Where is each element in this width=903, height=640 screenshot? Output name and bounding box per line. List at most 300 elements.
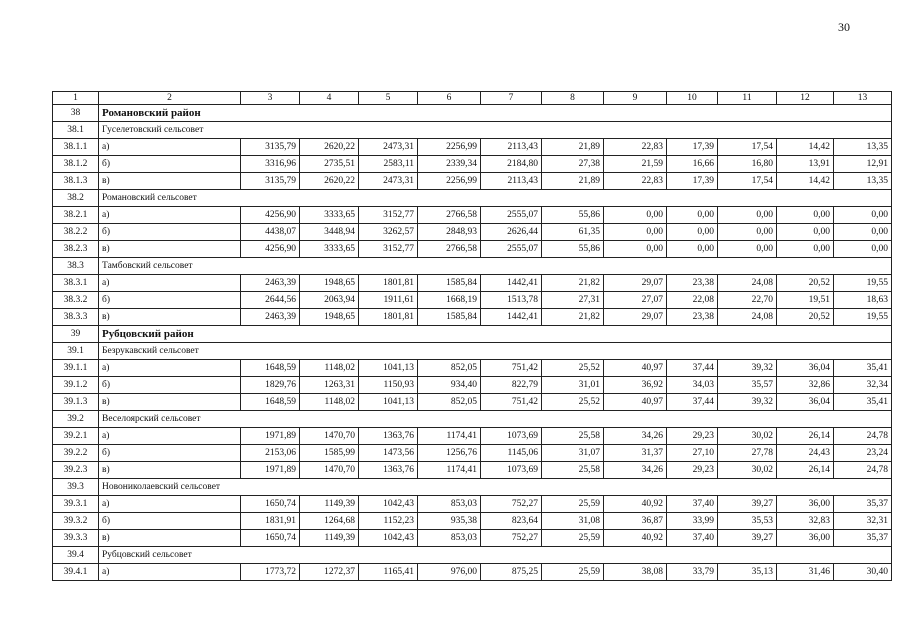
value-cell: 12,91 — [834, 156, 892, 173]
value-cell: 2620,22 — [300, 139, 359, 156]
variant-label: а) — [99, 428, 241, 445]
table-row — [53, 309, 892, 326]
value-cell: 1256,76 — [418, 445, 481, 462]
row-code: 39.3 — [53, 479, 99, 496]
value-cell: 33,99 — [667, 513, 718, 530]
value-cell: 25,59 — [542, 496, 604, 513]
value-cell: 751,42 — [481, 360, 542, 377]
row-code: 39.2.1 — [53, 428, 99, 445]
table-row — [53, 530, 892, 547]
council-row — [53, 190, 892, 207]
value-cell: 13,91 — [777, 156, 834, 173]
row-code: 39.3.3 — [53, 530, 99, 547]
value-cell: 4438,07 — [241, 224, 300, 241]
value-cell: 36,87 — [604, 513, 667, 530]
value-cell: 27,07 — [604, 292, 667, 309]
value-cell: 31,37 — [604, 445, 667, 462]
value-cell: 35,37 — [834, 530, 892, 547]
value-cell: 1513,78 — [481, 292, 542, 309]
row-code: 39.1.2 — [53, 377, 99, 394]
table-row — [53, 241, 892, 258]
value-cell: 976,00 — [418, 564, 481, 581]
value-cell: 36,00 — [777, 496, 834, 513]
table-row — [53, 224, 892, 241]
value-cell: 29,07 — [604, 309, 667, 326]
value-cell: 1152,23 — [359, 513, 418, 530]
district-row — [53, 326, 892, 343]
value-cell: 14,42 — [777, 173, 834, 190]
value-cell: 29,23 — [667, 462, 718, 479]
value-cell: 1041,13 — [359, 360, 418, 377]
value-cell: 0,00 — [718, 241, 777, 258]
value-cell: 36,00 — [777, 530, 834, 547]
value-cell: 19,51 — [777, 292, 834, 309]
value-cell: 24,43 — [777, 445, 834, 462]
value-cell: 3333,65 — [300, 241, 359, 258]
value-cell: 0,00 — [604, 224, 667, 241]
value-cell: 0,00 — [667, 241, 718, 258]
value-cell: 1073,69 — [481, 428, 542, 445]
header-cell: 8 — [542, 92, 604, 105]
row-code: 39.1 — [53, 343, 99, 360]
variant-label: в) — [99, 309, 241, 326]
value-cell: 2766,58 — [418, 241, 481, 258]
variant-label: в) — [99, 173, 241, 190]
value-cell: 40,92 — [604, 496, 667, 513]
value-cell: 751,42 — [481, 394, 542, 411]
row-code: 39.2.2 — [53, 445, 99, 462]
header-cell: 12 — [777, 92, 834, 105]
table-row — [53, 428, 892, 445]
council-row — [53, 547, 892, 564]
row-code: 38.1.3 — [53, 173, 99, 190]
value-cell: 2735,51 — [300, 156, 359, 173]
value-cell: 1272,37 — [300, 564, 359, 581]
variant-label: б) — [99, 513, 241, 530]
value-cell: 0,00 — [777, 207, 834, 224]
value-cell: 27,78 — [718, 445, 777, 462]
variant-label: а) — [99, 275, 241, 292]
council-row — [53, 343, 892, 360]
value-cell: 1363,76 — [359, 428, 418, 445]
value-cell: 31,07 — [542, 445, 604, 462]
value-cell: 1801,81 — [359, 309, 418, 326]
value-cell: 2620,22 — [300, 173, 359, 190]
value-cell: 30,40 — [834, 564, 892, 581]
value-cell: 27,10 — [667, 445, 718, 462]
council-row — [53, 122, 892, 139]
value-cell: 19,55 — [834, 275, 892, 292]
value-cell: 16,80 — [718, 156, 777, 173]
value-cell: 2766,58 — [418, 207, 481, 224]
value-cell: 875,25 — [481, 564, 542, 581]
value-cell: 822,79 — [481, 377, 542, 394]
value-cell: 39,32 — [718, 360, 777, 377]
value-cell: 1911,61 — [359, 292, 418, 309]
header-cell: 11 — [718, 92, 777, 105]
column-number-row — [53, 92, 892, 105]
value-cell: 17,39 — [667, 173, 718, 190]
value-cell: 1585,84 — [418, 275, 481, 292]
value-cell: 2644,56 — [241, 292, 300, 309]
value-cell: 32,83 — [777, 513, 834, 530]
value-cell: 32,34 — [834, 377, 892, 394]
value-cell: 40,92 — [604, 530, 667, 547]
row-code: 38.1.2 — [53, 156, 99, 173]
value-cell: 2555,07 — [481, 207, 542, 224]
value-cell: 20,52 — [777, 275, 834, 292]
value-cell: 2583,11 — [359, 156, 418, 173]
value-cell: 25,59 — [542, 564, 604, 581]
value-cell: 0,00 — [777, 224, 834, 241]
header-cell: 2 — [99, 92, 241, 105]
value-cell: 1831,91 — [241, 513, 300, 530]
row-code: 38.3 — [53, 258, 99, 275]
value-cell: 30,02 — [718, 462, 777, 479]
header-cell: 3 — [241, 92, 300, 105]
value-cell: 25,58 — [542, 462, 604, 479]
value-cell: 31,08 — [542, 513, 604, 530]
value-cell: 34,26 — [604, 428, 667, 445]
value-cell: 1165,41 — [359, 564, 418, 581]
variant-label: б) — [99, 224, 241, 241]
council-name: Романовский сельсовет — [99, 190, 892, 207]
value-cell: 37,40 — [667, 530, 718, 547]
value-cell: 26,14 — [777, 428, 834, 445]
value-cell: 1174,41 — [418, 462, 481, 479]
row-code: 38.1 — [53, 122, 99, 139]
value-cell: 1042,43 — [359, 496, 418, 513]
value-cell: 935,38 — [418, 513, 481, 530]
value-cell: 29,23 — [667, 428, 718, 445]
value-cell: 23,24 — [834, 445, 892, 462]
row-code: 38.2.3 — [53, 241, 99, 258]
value-cell: 18,63 — [834, 292, 892, 309]
value-cell: 14,42 — [777, 139, 834, 156]
council-row — [53, 411, 892, 428]
value-cell: 22,70 — [718, 292, 777, 309]
value-cell: 25,59 — [542, 530, 604, 547]
header-cell: 10 — [667, 92, 718, 105]
table-row — [53, 496, 892, 513]
value-cell: 35,37 — [834, 496, 892, 513]
value-cell: 1585,99 — [300, 445, 359, 462]
table-row — [53, 445, 892, 462]
value-cell: 1150,93 — [359, 377, 418, 394]
row-code: 39.4 — [53, 547, 99, 564]
value-cell: 1470,70 — [300, 428, 359, 445]
value-cell: 40,97 — [604, 394, 667, 411]
value-cell: 39,27 — [718, 496, 777, 513]
value-cell: 1801,81 — [359, 275, 418, 292]
value-cell: 1585,84 — [418, 309, 481, 326]
row-code: 38.2.1 — [53, 207, 99, 224]
value-cell: 2463,39 — [241, 275, 300, 292]
value-cell: 36,04 — [777, 394, 834, 411]
value-cell: 39,32 — [718, 394, 777, 411]
value-cell: 1648,59 — [241, 360, 300, 377]
value-cell: 1041,13 — [359, 394, 418, 411]
value-cell: 24,78 — [834, 428, 892, 445]
value-cell: 1442,41 — [481, 275, 542, 292]
value-cell: 2256,99 — [418, 173, 481, 190]
table-row — [53, 360, 892, 377]
value-cell: 37,44 — [667, 360, 718, 377]
value-cell: 2113,43 — [481, 173, 542, 190]
header-cell: 7 — [481, 92, 542, 105]
value-cell: 823,64 — [481, 513, 542, 530]
value-cell: 2063,94 — [300, 292, 359, 309]
value-cell: 2473,31 — [359, 139, 418, 156]
value-cell: 752,27 — [481, 530, 542, 547]
row-code: 38.3.3 — [53, 309, 99, 326]
value-cell: 1650,74 — [241, 496, 300, 513]
value-cell: 0,00 — [777, 241, 834, 258]
variant-label: а) — [99, 139, 241, 156]
value-cell: 0,00 — [667, 207, 718, 224]
variant-label: б) — [99, 377, 241, 394]
council-row — [53, 479, 892, 496]
value-cell: 2626,44 — [481, 224, 542, 241]
value-cell: 13,35 — [834, 139, 892, 156]
value-cell: 2113,43 — [481, 139, 542, 156]
variant-label: а) — [99, 360, 241, 377]
value-cell: 25,52 — [542, 360, 604, 377]
row-code: 38.3.1 — [53, 275, 99, 292]
variant-label: б) — [99, 292, 241, 309]
value-cell: 20,52 — [777, 309, 834, 326]
row-code: 38.2.2 — [53, 224, 99, 241]
table-row — [53, 394, 892, 411]
council-name: Новониколаевский сельсовет — [99, 479, 892, 496]
value-cell: 25,52 — [542, 394, 604, 411]
council-row — [53, 258, 892, 275]
value-cell: 1042,43 — [359, 530, 418, 547]
value-cell: 2256,99 — [418, 139, 481, 156]
value-cell: 25,58 — [542, 428, 604, 445]
table-row — [53, 156, 892, 173]
value-cell: 34,26 — [604, 462, 667, 479]
value-cell: 1668,19 — [418, 292, 481, 309]
council-name: Веселоярский сельсовет — [99, 411, 892, 428]
value-cell: 35,41 — [834, 360, 892, 377]
row-code: 38.3.2 — [53, 292, 99, 309]
value-cell: 4256,90 — [241, 241, 300, 258]
value-cell: 35,41 — [834, 394, 892, 411]
value-cell: 37,44 — [667, 394, 718, 411]
value-cell: 1073,69 — [481, 462, 542, 479]
value-cell: 32,31 — [834, 513, 892, 530]
tariff-table — [52, 91, 892, 581]
value-cell: 36,92 — [604, 377, 667, 394]
value-cell: 55,86 — [542, 241, 604, 258]
value-cell: 35,57 — [718, 377, 777, 394]
table-row — [53, 275, 892, 292]
value-cell: 2473,31 — [359, 173, 418, 190]
value-cell: 24,78 — [834, 462, 892, 479]
table-row — [53, 564, 892, 581]
value-cell: 1948,65 — [300, 309, 359, 326]
value-cell: 4256,90 — [241, 207, 300, 224]
value-cell: 34,03 — [667, 377, 718, 394]
value-cell: 0,00 — [718, 207, 777, 224]
value-cell: 31,01 — [542, 377, 604, 394]
value-cell: 1363,76 — [359, 462, 418, 479]
row-code: 39 — [53, 326, 99, 343]
value-cell: 16,66 — [667, 156, 718, 173]
value-cell: 35,53 — [718, 513, 777, 530]
value-cell: 1148,02 — [300, 394, 359, 411]
value-cell: 36,04 — [777, 360, 834, 377]
value-cell: 23,38 — [667, 309, 718, 326]
value-cell: 1829,76 — [241, 377, 300, 394]
table-row — [53, 173, 892, 190]
value-cell: 30,02 — [718, 428, 777, 445]
header-cell: 6 — [418, 92, 481, 105]
table-row — [53, 513, 892, 530]
value-cell: 17,54 — [718, 173, 777, 190]
value-cell: 21,89 — [542, 173, 604, 190]
header-cell: 1 — [53, 92, 99, 105]
row-code: 39.2.3 — [53, 462, 99, 479]
value-cell: 26,14 — [777, 462, 834, 479]
variant-label: в) — [99, 241, 241, 258]
value-cell: 17,54 — [718, 139, 777, 156]
value-cell: 2848,93 — [418, 224, 481, 241]
value-cell: 2339,34 — [418, 156, 481, 173]
value-cell: 3152,77 — [359, 207, 418, 224]
value-cell: 24,08 — [718, 275, 777, 292]
value-cell: 31,46 — [777, 564, 834, 581]
value-cell: 35,13 — [718, 564, 777, 581]
value-cell: 19,55 — [834, 309, 892, 326]
value-cell: 3135,79 — [241, 173, 300, 190]
value-cell: 1470,70 — [300, 462, 359, 479]
value-cell: 17,39 — [667, 139, 718, 156]
district-name: Романовский район — [99, 105, 892, 122]
value-cell: 32,86 — [777, 377, 834, 394]
value-cell: 23,38 — [667, 275, 718, 292]
value-cell: 21,82 — [542, 275, 604, 292]
value-cell: 1149,39 — [300, 496, 359, 513]
value-cell: 1263,31 — [300, 377, 359, 394]
value-cell: 0,00 — [667, 224, 718, 241]
value-cell: 39,27 — [718, 530, 777, 547]
value-cell: 1148,02 — [300, 360, 359, 377]
value-cell: 21,89 — [542, 139, 604, 156]
value-cell: 24,08 — [718, 309, 777, 326]
value-cell: 40,97 — [604, 360, 667, 377]
value-cell: 1971,89 — [241, 428, 300, 445]
table-row — [53, 377, 892, 394]
council-name: Гуселетовский сельсовет — [99, 122, 892, 139]
value-cell: 934,40 — [418, 377, 481, 394]
value-cell: 2555,07 — [481, 241, 542, 258]
value-cell: 38,08 — [604, 564, 667, 581]
table-row — [53, 207, 892, 224]
value-cell: 0,00 — [834, 224, 892, 241]
header-cell: 13 — [834, 92, 892, 105]
row-code: 38 — [53, 105, 99, 122]
row-code: 39.1.3 — [53, 394, 99, 411]
value-cell: 1971,89 — [241, 462, 300, 479]
value-cell: 0,00 — [604, 207, 667, 224]
value-cell: 3448,94 — [300, 224, 359, 241]
council-name: Рубцовский сельсовет — [99, 547, 892, 564]
value-cell: 0,00 — [718, 224, 777, 241]
variant-label: б) — [99, 445, 241, 462]
value-cell: 1650,74 — [241, 530, 300, 547]
value-cell: 29,07 — [604, 275, 667, 292]
value-cell: 853,03 — [418, 530, 481, 547]
value-cell: 0,00 — [604, 241, 667, 258]
council-name: Безрукавский сельсовет — [99, 343, 892, 360]
value-cell: 1174,41 — [418, 428, 481, 445]
value-cell: 2184,80 — [481, 156, 542, 173]
council-name: Тамбовский сельсовет — [99, 258, 892, 275]
row-code: 38.2 — [53, 190, 99, 207]
row-code: 39.1.1 — [53, 360, 99, 377]
value-cell: 22,08 — [667, 292, 718, 309]
value-cell: 2153,06 — [241, 445, 300, 462]
district-row — [53, 105, 892, 122]
value-cell: 3262,57 — [359, 224, 418, 241]
value-cell: 27,31 — [542, 292, 604, 309]
table-row — [53, 462, 892, 479]
value-cell: 1264,68 — [300, 513, 359, 530]
value-cell: 22,83 — [604, 173, 667, 190]
value-cell: 37,40 — [667, 496, 718, 513]
variant-label: в) — [99, 394, 241, 411]
value-cell: 21,59 — [604, 156, 667, 173]
value-cell: 1948,65 — [300, 275, 359, 292]
variant-label: б) — [99, 156, 241, 173]
value-cell: 1145,06 — [481, 445, 542, 462]
value-cell: 1648,59 — [241, 394, 300, 411]
variant-label: а) — [99, 207, 241, 224]
variant-label: в) — [99, 462, 241, 479]
value-cell: 0,00 — [834, 241, 892, 258]
value-cell: 27,38 — [542, 156, 604, 173]
value-cell: 3316,96 — [241, 156, 300, 173]
header-cell: 5 — [359, 92, 418, 105]
value-cell: 1442,41 — [481, 309, 542, 326]
value-cell: 1149,39 — [300, 530, 359, 547]
row-code: 39.3.1 — [53, 496, 99, 513]
variant-label: а) — [99, 496, 241, 513]
value-cell: 852,05 — [418, 394, 481, 411]
value-cell: 13,35 — [834, 173, 892, 190]
value-cell: 55,86 — [542, 207, 604, 224]
row-code: 39.3.2 — [53, 513, 99, 530]
value-cell: 3135,79 — [241, 139, 300, 156]
table-row — [53, 292, 892, 309]
header-cell: 9 — [604, 92, 667, 105]
value-cell: 1473,56 — [359, 445, 418, 462]
header-cell: 4 — [300, 92, 359, 105]
value-cell: 3152,77 — [359, 241, 418, 258]
table-row — [53, 139, 892, 156]
value-cell: 3333,65 — [300, 207, 359, 224]
value-cell: 1773,72 — [241, 564, 300, 581]
value-cell: 0,00 — [834, 207, 892, 224]
value-cell: 853,03 — [418, 496, 481, 513]
row-code: 38.1.1 — [53, 139, 99, 156]
variant-label: в) — [99, 530, 241, 547]
value-cell: 752,27 — [481, 496, 542, 513]
value-cell: 2463,39 — [241, 309, 300, 326]
row-code: 39.2 — [53, 411, 99, 428]
